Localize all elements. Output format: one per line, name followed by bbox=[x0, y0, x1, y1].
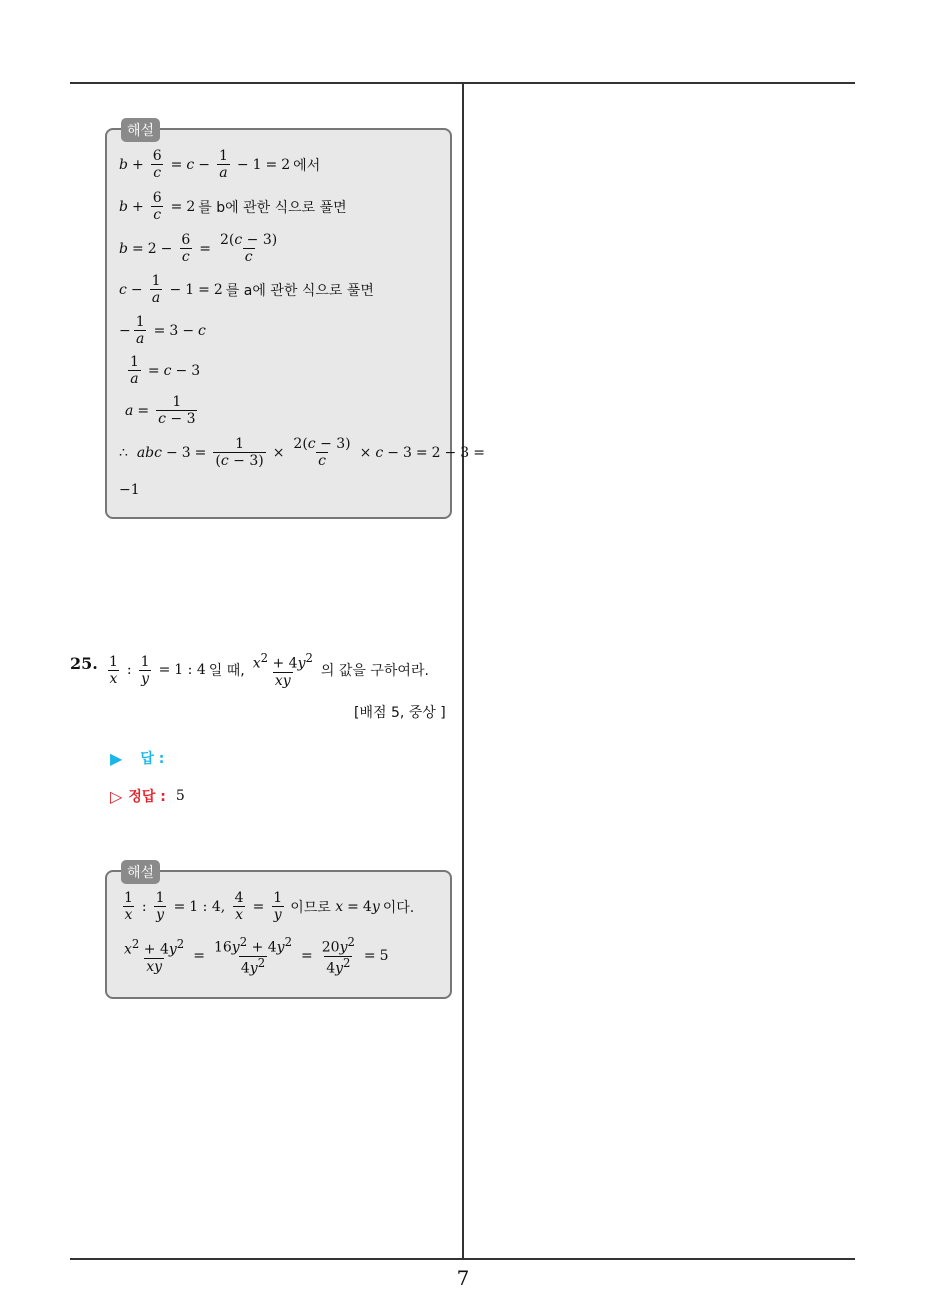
solution2-line-2: $\frac{x^2 + 4y^2}{xy}$ = $\frac{16y^2 + 4y^2}{4y^2}$ = $\frac{20y^2}{4y^2}$ = 5 bbox=[124, 935, 389, 977]
correct-answer-label: 정답 : bbox=[128, 789, 166, 805]
solution-line-5: − $\frac{1}{a}$ = 3 − c bbox=[119, 314, 206, 348]
solution-line-9: −1 bbox=[119, 482, 140, 498]
solution-line-8: ∴ abc − 3 = $\frac{1}{(c - 3)}$ × $\frac{2(c - 3)}{c}$ × c − 3 = 2 − 3 = bbox=[119, 436, 485, 470]
solution-tag: 해설 bbox=[121, 118, 160, 142]
column-divider bbox=[462, 82, 464, 1259]
question-number: 25. bbox=[70, 654, 98, 673]
outline-triangle-icon: ▷ bbox=[110, 786, 123, 806]
answer-label: 답 : bbox=[140, 751, 165, 767]
answer-row bbox=[110, 748, 164, 768]
solution-line-3: b = 2 − $\frac{6}{c}$ = $\frac{2(c - 3)}{c}$ bbox=[119, 232, 278, 266]
solution-tag: 해설 bbox=[121, 860, 160, 884]
bottom-rule bbox=[70, 1258, 855, 1260]
solution-line-1: b + $\frac{6}{c}$ = c − $\frac{1}{a}$ − 1 = 2 에서 bbox=[119, 148, 321, 182]
solution-line-2: b + $\frac{6}{c}$ = 2 를 b에 관한 식으로 풀면 bbox=[119, 190, 347, 224]
correct-answer-row bbox=[110, 786, 185, 806]
solution-box-2 bbox=[105, 865, 452, 999]
solution-box-1 bbox=[105, 123, 485, 519]
question-text: $\frac{1}{x}$ : $\frac{1}{y}$ = 1 : 4 일 때, $\frac{x^2 + 4y^2}{xy}$ 의 값을 구하여라. bbox=[109, 651, 429, 689]
play-triangle-icon: ▶ bbox=[110, 748, 123, 768]
solution-line-6: $\frac{1}{a}$ = c − 3 bbox=[130, 354, 201, 388]
solution2-line-1: $\frac{1}{x}$ : $\frac{1}{y}$ = 1 : 4, $\frac{4}{x}$ = $\frac{1}{y}$ 이므로 x = 4 y 이다. bbox=[124, 890, 415, 924]
solution-line-4: c − $\frac{1}{a}$ − 1 = 2 를 a에 관한 식으로 풀면 bbox=[119, 273, 374, 307]
solution-line-7: a = $\frac{1}{c - 3}$ bbox=[125, 394, 196, 428]
correct-answer-value: 5 bbox=[175, 788, 185, 804]
page-number: 7 bbox=[456, 1266, 470, 1290]
question-meta: [배점 5, 중상 ] bbox=[354, 705, 446, 721]
